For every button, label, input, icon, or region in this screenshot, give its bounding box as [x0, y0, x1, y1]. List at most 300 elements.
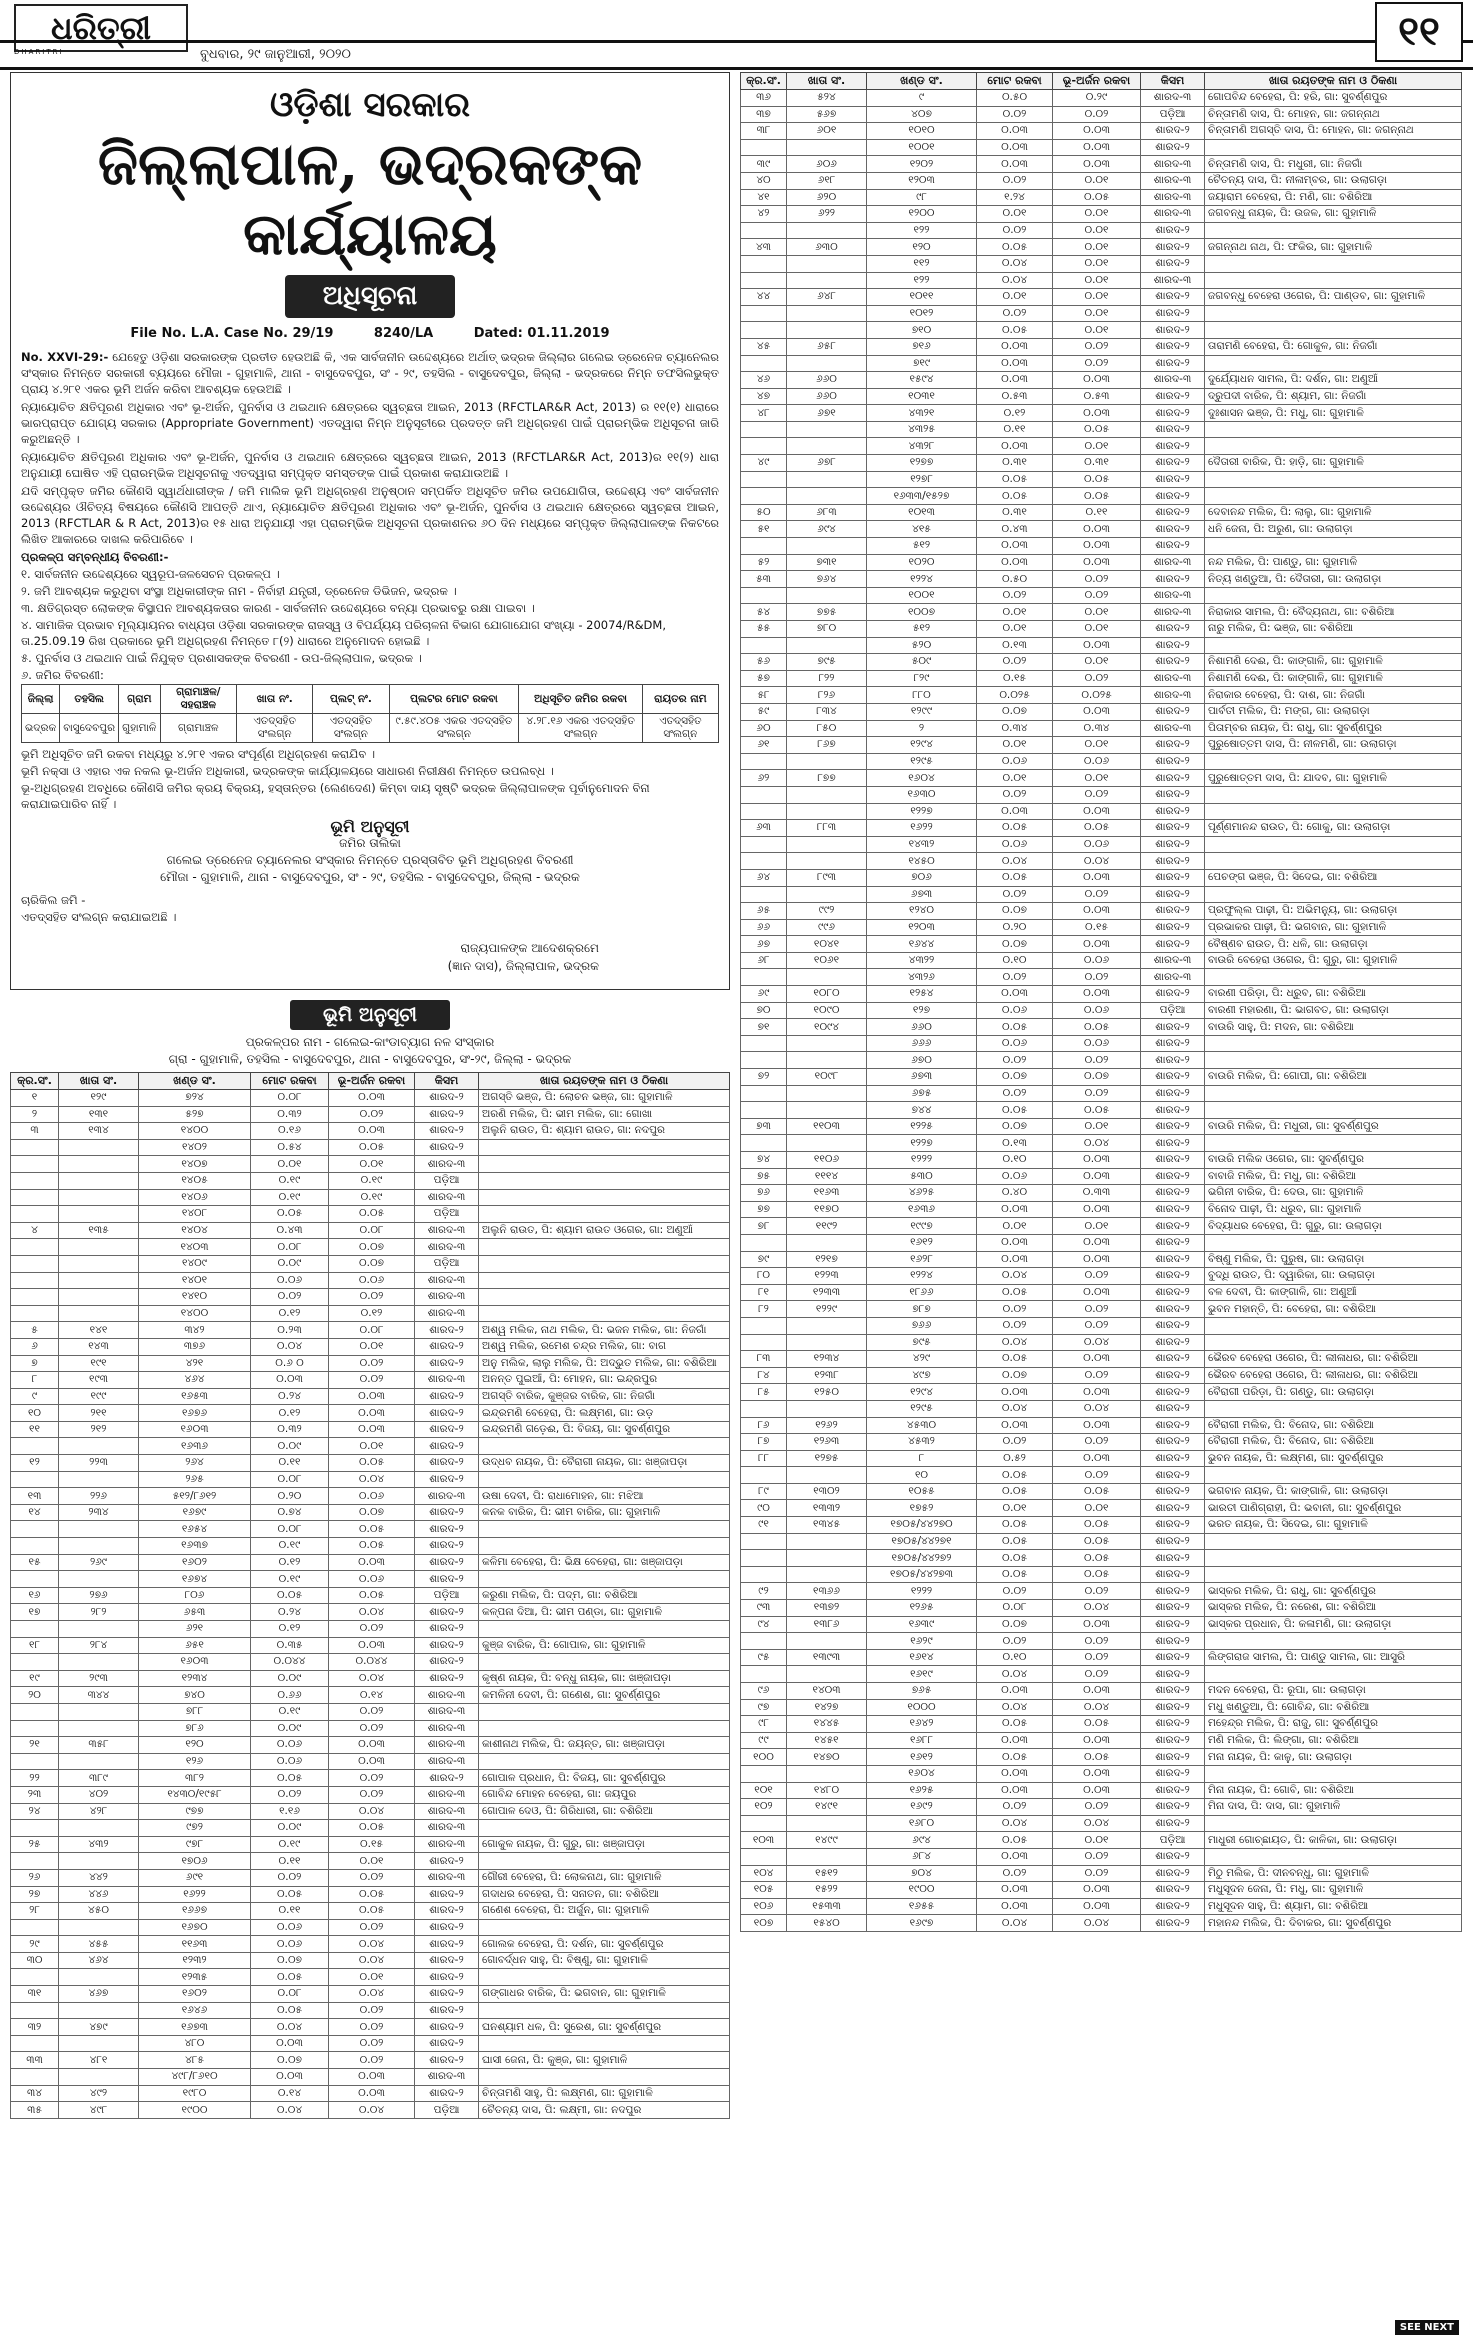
kisam-cell: ଶାରଦ-୨	[415, 1106, 479, 1123]
total-area-cell: ୦.୦୫	[977, 1019, 1053, 1036]
khata-cell: ୧୪୮୦	[787, 1782, 867, 1799]
total-area-cell: ୦.୦୩	[977, 338, 1053, 355]
kisam-cell: ଶାରଦ-୨	[1141, 1085, 1205, 1102]
total-area-cell: ୦.୦୩	[977, 1848, 1053, 1865]
table-row	[741, 737, 1462, 754]
plot-cell: ୧୬୧୯	[867, 1666, 977, 1683]
kisam-cell: ଶାରଦ-୩	[415, 1289, 479, 1306]
acquired-area-cell: ୦.୦୧	[1053, 255, 1141, 272]
khata-cell: ୩୮୯	[59, 1770, 139, 1787]
owner-cell: ଅଶ୍ୱ ମଲିକ, ନାଥ ମଲିକ, ପି: ଭଜନ ମଲିକ, ଗା: ନିଜଗାଁ	[479, 1322, 730, 1339]
acquired-area-cell: ୦.୦୮	[329, 1322, 415, 1339]
table-row	[741, 720, 1462, 737]
owner-cell	[479, 1438, 730, 1455]
khata-cell: ୧୯୯	[59, 1388, 139, 1405]
acquired-area-cell: ୦.୦୩	[1053, 703, 1141, 720]
khata-cell	[787, 322, 867, 339]
khata-cell: ୧୦୬୧	[787, 952, 867, 969]
table-row	[741, 1118, 1462, 1135]
table-row	[741, 1052, 1462, 1069]
total-area-cell: ୦.୦୩	[977, 372, 1053, 389]
plot-cell: ୪୯୭	[867, 1367, 977, 1384]
serial-cell	[741, 222, 787, 239]
table-header-row	[11, 1073, 730, 1090]
kisam-cell: ଶାରଦ-୨	[415, 1322, 479, 1339]
plot-cell: ୧୬୧୨	[867, 1234, 977, 1251]
acquired-area-cell: ୦.୧୨	[329, 1305, 415, 1322]
total-area-cell: ୦.୦୭	[977, 1118, 1053, 1135]
kisam-cell: ଶାରଦ-୨	[1141, 1168, 1205, 1185]
owner-cell: ଧନି ଜେନା, ପି: ଅରୁଣ, ଗା: ଉଲାଗଡ଼ା	[1205, 521, 1462, 538]
table-row	[11, 1670, 730, 1687]
acquired-area-cell: ୦.୧୯	[329, 1189, 415, 1206]
kisam-cell: ଶାରଦ-୨	[1141, 1782, 1205, 1799]
serial-cell: ୨୯	[11, 1936, 59, 1953]
khata-cell: ୧୪୨୭	[787, 1699, 867, 1716]
owner-cell: ଗୋଲକ ବେହେରା, ପି: ଦର୍ଶନ, ଗା: ସୁବର୍ଣ୍ଣପୁର	[479, 1936, 730, 1953]
serial-cell	[741, 587, 787, 604]
khata-cell: ୮୩୪	[787, 703, 867, 720]
total-area-cell: ୦.୦୩	[977, 1683, 1053, 1700]
owner-cell: ପାର୍ବତୀ ମଲିକ, ପି: ମଙ୍ଗ, ଗା: ଉଲାଗଡ଼ା	[1205, 703, 1462, 720]
total-area-cell: ୦.୦୭	[977, 936, 1053, 953]
plot-cell: ୬୭୩	[867, 886, 977, 903]
table-row	[741, 1417, 1462, 1434]
acquired-area-cell: ୦.୦୨	[1053, 355, 1141, 372]
total-area-cell: ୦.୧୪	[251, 2085, 329, 2102]
signature-block	[21, 939, 719, 975]
kisam-cell: ଶାରଦ-୩	[415, 1803, 479, 1820]
summary-item: ୩. କ୍ଷତିଗ୍ରସ୍ତ ଲୋକଙ୍କ ବିସ୍ଥାପନ ଆବଶ୍ୟକତାର କାରଣ - ସାର୍ବଜନୀନ ଉଦ୍ଦେଶ୍ୟରେ ବନ୍ୟା ପ୍ରଭାବରୁ ରକ୍ଷା ପାଇବା ।	[21, 601, 535, 615]
summary-item: ୪. ସାମାଜିକ ପ୍ରଭାବ ମୂଲ୍ୟାୟନର ବାଧ୍ୟତା ଓଡ଼ିଶା ସରକାରଙ୍କ ରାଜସ୍ୱ ଓ ବିପର୍ଯ୍ୟୟ ପରିଚାଳନା ବିଭାଗ ଯୋଗାଯୋଗ ସଂଖ୍ୟା - 20074/R&DM, ତା.25.09.19 ରିଖ ପ୍ରକାରେ ଭୂମି ଅଧିଗ୍ରହଣ ନିମନ୍ତେ ୮(୨) ଧାରାରେ ଅନୁମୋଦନ ହୋଇଛି ।	[21, 618, 666, 648]
serial-cell	[11, 1969, 59, 1986]
table-row	[11, 1521, 730, 1538]
acquired-area-cell: ୦.୦୨	[1053, 1317, 1141, 1334]
serial-cell: ୫୨	[741, 554, 787, 571]
acquired-area-cell: ୦.୦୪	[1053, 1400, 1141, 1417]
kisam-cell: ଶାରଦ-୨	[415, 1886, 479, 1903]
table-row	[741, 571, 1462, 588]
serial-cell: ୭୦	[741, 1002, 787, 1019]
acquired-area-cell: ୦.୦୪	[1053, 1600, 1141, 1617]
owner-cell: ଘାସୀ ଜେନା, ପି: କୁଞ୍ଜ, ଗା: ଗୁହାମାଳି	[479, 2052, 730, 2069]
khata-cell	[59, 1438, 139, 1455]
plot-cell: ୧୬୨୨	[139, 1886, 251, 1903]
schedule-title: ଭୂମି ଅନୁସୂଚୀ	[330, 817, 410, 836]
plot-cell: ୩୪୨	[139, 1322, 251, 1339]
table-row	[741, 1400, 1462, 1417]
plot-cell: ୧୨୨	[867, 272, 977, 289]
serial-cell: ୨୫	[11, 1836, 59, 1853]
acquired-area-cell: ୦.୦୧	[1053, 438, 1141, 455]
total-area-cell: ୦.୦୩	[977, 438, 1053, 455]
serial-cell: ୧୭	[11, 1604, 59, 1621]
serial-cell: ୯୫	[741, 1649, 787, 1666]
khata-cell	[59, 1272, 139, 1289]
after-lines	[21, 746, 719, 812]
kisam-cell: ଶାରଦ-୨	[415, 1670, 479, 1687]
owner-cell: ଚିନ୍ତାମଣି ସାହୁ, ପି: ଲକ୍ଷ୍ମଣ, ଗା: ଗୁହାମାଳି	[479, 2085, 730, 2102]
total-area-cell: ୦.୦୪	[977, 1666, 1053, 1683]
total-area-cell: ୦.୦୨	[977, 1052, 1053, 1069]
khata-cell	[787, 1400, 867, 1417]
owner-cell: ଚୈତନ୍ୟ ଦାସ, ପି: ଲକ୍ଷ୍ମୀ, ଗା: ନଦପୁର	[479, 2102, 730, 2119]
plot-cell: ୧୬୩୬	[867, 1201, 977, 1218]
serial-cell: ୧୬	[11, 1587, 59, 1604]
serial-cell	[741, 1533, 787, 1550]
kisam-cell: ଶାରଦ-୨	[1141, 538, 1205, 555]
owner-cell: ମିନା ନାୟକ, ପି: ଗୋବି, ଗା: ବଶିରିଆ	[1205, 1782, 1462, 1799]
acquired-area-cell: ୦.୦୨	[1053, 670, 1141, 687]
acquired-area-cell: ୦.୦୨	[1053, 1085, 1141, 1102]
plot-cell: ୧୬୨୮	[867, 1251, 977, 1268]
plot-cell: ୭୮୮	[139, 1703, 251, 1720]
acquired-area-cell: ୦.୦୩	[1053, 1168, 1141, 1185]
owner-cell: ପ୍ରଭାକର ପାଢ଼ୀ, ପି: ଭଗବାନ, ଗା: ଗୁହାମାଳି	[1205, 919, 1462, 936]
plot-cell: ୧୬୫୫	[867, 1898, 977, 1915]
paragraph-2: ନ୍ୟାୟୋଚିତ କ୍ଷତିପୂରଣ ଅଧିକାର ଏବଂ ଭୂ-ଅର୍ଜନ, ପୁନର୍ବାସ ଓ ଥଇଥାନ କ୍ଷେତ୍ରରେ ସ୍ୱଚ୍ଛତା ଆଇନ, 2013 (RFCTLAR&R Act, 2013) ର ୧୧(୧) ଧାରାରେ ଭାରପ୍ରାପ୍ତ ଯୋଗ୍ୟ ସରକାର (Appropriate Government) ଏତଦ୍ୱାରା ନିମ୍ନ ଅନୁସୂଚୀରେ ପ୍ରଦତ୍ତ ଜମି ଅଧିଗ୍ରହଣ ପାଇଁ ପ୍ରାରମ୍ଭିକ ଅଧିସୂଚନା ଜାରି କରୁଅଛନ୍ତି ।	[21, 400, 719, 446]
kisam-cell: ଶାରଦ-୨	[1141, 1815, 1205, 1832]
table-row	[11, 1737, 730, 1754]
total-area-cell: ୦.୦୪	[977, 1815, 1053, 1832]
acquired-area-cell: ୦.୦୨	[1053, 1799, 1141, 1816]
plot-cell: ୧୬୦୪	[867, 770, 977, 787]
serial-cell	[741, 853, 787, 870]
column-header: ଭୂ-ଅର୍ଜନ ରକବା	[329, 1073, 415, 1090]
owner-cell: ଇନ୍ଦ୍ରମଣି ବେହେରା, ପି: ଲକ୍ଷ୍ମଣ, ଗା: ଉଡ଼	[479, 1405, 730, 1422]
total-area-cell: ୦.୦୫	[977, 869, 1053, 886]
total-area-cell: ୦.୭୪	[251, 1504, 329, 1521]
total-area-cell: ୦.୦୬	[251, 1919, 329, 1936]
plot-cell: ୧୦୧୦	[867, 123, 977, 140]
total-area-cell: ୦.୩୨	[251, 1421, 329, 1438]
after-line: ଭୂମି ଅଧିସୂଚିତ ଜମି ରକବା ମଧ୍ୟରୁ ୪.୨୮୧ ଏକର ସଂପୂର୍ଣ୍ଣ ଅଧିଗ୍ରହଣ କରାଯିବ ।	[21, 747, 376, 761]
acquired-area-cell: ୦.୦୩	[1053, 869, 1141, 886]
see-next-label: SEE NEXT	[1395, 2320, 1459, 2335]
total-area-cell: ୦.୦୯	[251, 1670, 329, 1687]
kisam-cell: ଶାରଦ-୩	[415, 1189, 479, 1206]
column-header: ଖାତା ସଂ.	[59, 1073, 139, 1090]
khata-cell	[59, 1969, 139, 1986]
total-area-cell: ୦.୧୨	[251, 1621, 329, 1638]
total-area-cell: ୦.୦୫	[251, 1206, 329, 1223]
serial-cell	[741, 471, 787, 488]
khata-cell: ୨୯୩	[59, 1670, 139, 1687]
owner-cell	[1205, 1848, 1462, 1865]
table-row	[741, 139, 1462, 156]
serial-cell: ୯୬	[741, 1683, 787, 1700]
plot-cell: ୧୬୭୯	[139, 1504, 251, 1521]
plot-cell: ୧୨୯୫	[867, 1400, 977, 1417]
plot-cell: ୭୧୯	[867, 355, 977, 372]
owner-cell: ବୈରାଗୀ ପରିଡ଼ା, ପି: ଗଣ୍ଡୁ, ଗା: ଉଲାଗଡ଼ା	[1205, 1384, 1462, 1401]
owner-cell: ପୂର୍ଣ୍ଣମାନନ୍ଦ ରାଉତ, ପି: ଗୋକୁ, ଗା: ଉଲାଗଡ଼ା	[1205, 820, 1462, 837]
table-row	[11, 1206, 730, 1223]
owner-cell: ଅଶ୍ୱ ମଲିକ, ରମେଶ ଚନ୍ଦ୍ର ମଲିକ, ଗା: ବାଗ	[479, 1338, 730, 1355]
owner-cell	[479, 1820, 730, 1837]
total-area-cell: ୦.୦୨	[977, 587, 1053, 604]
acquired-area-cell: ୦.୦୨	[329, 1919, 415, 1936]
serial-cell: ୮୨	[741, 1301, 787, 1318]
signature-order: ରାଜ୍ୟପାଳଙ୍କ ଆଦେଶକ୍ରମେ	[460, 941, 599, 955]
khata-cell: ୨୧୧	[59, 1405, 139, 1422]
owner-cell	[479, 2035, 730, 2052]
summary-table-header: ପ୍ଲଟ୍ ନଂ.	[313, 685, 389, 714]
total-area-cell: ୦.୦୨	[977, 106, 1053, 123]
acquired-area-cell: ୦.୦୩	[1053, 1765, 1141, 1782]
khata-cell	[787, 753, 867, 770]
table-row	[11, 1538, 730, 1555]
acquired-area-cell: ୦.୦୨	[1053, 571, 1141, 588]
total-area-cell: ୦.୩୧	[977, 504, 1053, 521]
plot-cell: ୫୧୨	[867, 538, 977, 555]
plot-cell: ୭୮୭	[867, 1301, 977, 1318]
serial-cell	[741, 1848, 787, 1865]
kisam-cell: ଶାରଦ-୩	[1141, 587, 1205, 604]
khata-cell	[787, 488, 867, 505]
acquired-area-cell: ୦.୦୩	[1053, 1417, 1141, 1434]
table-row	[11, 1654, 730, 1671]
acquired-area-cell: ୦.୦୩	[1053, 1898, 1141, 1915]
serial-cell	[741, 1085, 787, 1102]
owner-cell: ଗଦାଧର ବେହେରା, ପି: ସନାତନ, ଗା: ବଶିରିଆ	[479, 1886, 730, 1903]
owner-cell	[479, 1621, 730, 1638]
khata-cell: ୨୩୪	[59, 1504, 139, 1521]
owner-cell	[479, 1703, 730, 1720]
total-area-cell: ୦.୧୫	[977, 670, 1053, 687]
total-area-cell: ୦.୧୯	[251, 1571, 329, 1588]
total-area-cell: ୦.୦୭	[977, 1069, 1053, 1086]
acquired-area-cell: ୦.୦୨	[1053, 1865, 1141, 1882]
table-row	[741, 1533, 1462, 1550]
serial-cell	[11, 1621, 59, 1638]
serial-cell: ୬୩	[741, 820, 787, 837]
owner-cell: ନାରୁ ମଲିକ, ପି: ଭଞ୍ଜ, ଗା: ବଶିରିଆ	[1205, 621, 1462, 638]
serial-cell: ୫୫	[741, 621, 787, 638]
kisam-cell: ଶାରଦ-୩	[1141, 720, 1205, 737]
total-area-cell: ୦.୦୫	[251, 1587, 329, 1604]
acquired-area-cell: ୦.୦୫	[1053, 1517, 1141, 1534]
total-area-cell: ୦.୦୯	[251, 1438, 329, 1455]
serial-cell	[741, 803, 787, 820]
acquired-area-cell: ୦.୦୨	[1053, 969, 1141, 986]
acquired-area-cell: ୦.୦୧	[1053, 604, 1141, 621]
khata-cell	[59, 1538, 139, 1555]
khata-cell: ୧୨୭୫	[787, 1450, 867, 1467]
table-row	[11, 2052, 730, 2069]
total-area-cell: ୦.୩୫	[251, 1637, 329, 1654]
column-header: କ୍ର.ସଂ.	[741, 73, 787, 90]
kisam-cell: ଶାରଦ-୨	[1141, 737, 1205, 754]
serial-cell	[741, 753, 787, 770]
kisam-cell: ଶାରଦ-୨	[1141, 1434, 1205, 1451]
table-row	[741, 554, 1462, 571]
acquired-area-cell: ୦.୩୩	[1053, 1185, 1141, 1202]
kisam-cell: ଶାରଦ-୨	[1141, 322, 1205, 339]
plot-cell: ୪୨୯	[867, 1351, 977, 1368]
table-row	[741, 1550, 1462, 1567]
land-detail-table	[21, 684, 719, 743]
kisam-cell: ଶାରଦ-୨	[1141, 1467, 1205, 1484]
acquired-area-cell: ୦.୫୩	[1053, 388, 1141, 405]
owner-cell	[1205, 1633, 1462, 1650]
kisam-cell: ଶାରଦ-୨	[1141, 123, 1205, 140]
owner-cell	[1205, 886, 1462, 903]
khata-cell: ୪୯୨	[59, 2085, 139, 2102]
khata-cell: ୧୦୯୮	[787, 1069, 867, 1086]
serial-cell	[741, 272, 787, 289]
plot-cell: ୧୨୭୭	[867, 455, 977, 472]
owner-cell	[1205, 1467, 1462, 1484]
total-area-cell: ୦.୦୫	[977, 1284, 1053, 1301]
plot-cell: ୧୪୦୦	[139, 1123, 251, 1140]
plot-cell: ୪୯୮/୮୬୧୦	[139, 2069, 251, 2086]
kisam-cell: ଶାରଦ-୨	[1141, 521, 1205, 538]
owner-cell	[479, 2069, 730, 2086]
signature-name: (ଜ୍ଞାନ ଦାସ), ଜିଲ୍ଲାପାଳ, ଭଦ୍ରକ	[447, 959, 599, 973]
acquired-area-cell: ୦.୦୪	[1053, 1699, 1141, 1716]
khata-cell	[59, 1305, 139, 1322]
summary-item: ୧. ସାର୍ବଜନୀନ ଉଦ୍ଦେଶ୍ୟରେ ସ୍ୱରୂପ-ଜଳସେଚନ ପ୍ରକଳ୍ପ ।	[21, 567, 280, 581]
serial-cell	[11, 1255, 59, 1272]
khata-cell: ୧୨୯	[59, 1090, 139, 1107]
table-row	[741, 1666, 1462, 1683]
acquired-area-cell: ୦.୦୩	[329, 1753, 415, 1770]
owner-cell: ବିଦ୍ୟାଧର ବେହେରା, ପି: ଗୁରୁ, ଗା: ଉଲାଗଡ଼ା	[1205, 1218, 1462, 1235]
khata-cell: ୧୩୧	[59, 1106, 139, 1123]
table-row	[741, 388, 1462, 405]
total-area-cell: ୦.୨୩	[251, 1322, 329, 1339]
serial-cell	[741, 786, 787, 803]
khata-cell	[59, 2035, 139, 2052]
total-area-cell: ୦.୫୪	[251, 1139, 329, 1156]
logo-subtitle: DHARITRI	[14, 48, 64, 56]
kisam-cell: ଶାରଦ-୩	[415, 1869, 479, 1886]
acquired-area-cell: ୦.୦୩	[1053, 156, 1141, 173]
owner-cell	[1205, 355, 1462, 372]
kisam-cell: ଶାରଦ-୨	[415, 1139, 479, 1156]
serial-cell: ୯୭	[741, 1699, 787, 1716]
acquired-area-cell: ୦.୦୧	[1053, 172, 1141, 189]
newspaper-logo: ଧରିତ୍ରୀ	[14, 4, 188, 52]
acquired-area-cell: ୦.୦୪	[329, 1952, 415, 1969]
khata-cell: ୪୬୭	[59, 1986, 139, 2003]
khata-cell	[787, 255, 867, 272]
owner-cell: ପିତାମ୍ବର ନାୟକ, ପି: ରାଧୁ, ଗା: ସୁବର୍ଣ୍ଣପୁର	[1205, 720, 1462, 737]
kisam-cell: ଶାରଦ-୨	[1141, 703, 1205, 720]
kisam-cell: ଶାରଦ-୨	[1141, 621, 1205, 638]
table-row	[11, 1090, 730, 1107]
total-area-cell: ୦.୦୨	[977, 1583, 1053, 1600]
kisam-cell: ଶାରଦ-୨	[1141, 1284, 1205, 1301]
plot-cell: ୪୬୪	[139, 1372, 251, 1389]
table-row	[11, 1123, 730, 1140]
serial-cell: ୭୯	[741, 1251, 787, 1268]
total-area-cell: ୦.୧୯	[251, 1538, 329, 1555]
khata-cell	[59, 1206, 139, 1223]
plot-cell: ୧୧୨	[867, 255, 977, 272]
plot-cell: ୧୪୦୯	[139, 1255, 251, 1272]
plot-cell: ୭୧୦	[867, 322, 977, 339]
total-area-cell: ୦.୦୨	[251, 1786, 329, 1803]
acquired-area-cell: ୦.୦୨	[1053, 1268, 1141, 1285]
plot-cell: ୬୭୩	[867, 1069, 977, 1086]
serial-cell: ୨୩	[11, 1786, 59, 1803]
notification-badge: ଅଧିସୂଚନା	[285, 275, 455, 318]
table-row	[741, 687, 1462, 704]
serial-cell	[11, 1753, 59, 1770]
acquired-area-cell: ୦.୦୩	[329, 1737, 415, 1754]
plot-cell: ୯୮	[867, 189, 977, 206]
table-row	[11, 1886, 730, 1903]
summary-item: ୫. ପୁନର୍ବାସ ଓ ଥଇଥାନ ପାଇଁ ନିଯୁକ୍ତ ପ୍ରଶାସକଙ୍କ ବିବରଣୀ - ଉପ-ଜିଲ୍ଲାପାଳ, ଭଦ୍ରକ ।	[21, 651, 422, 665]
khata-cell	[787, 272, 867, 289]
total-area-cell: ୦.୦୩	[977, 1782, 1053, 1799]
table-row	[741, 604, 1462, 621]
serial-cell: ୨୬	[11, 1869, 59, 1886]
owner-cell: ଭଗିନୀ ବାରିକ, ପି: ଦେଉ, ଗା: ଗୁହାମାଳି	[1205, 1185, 1462, 1202]
total-area-cell: ୦.୧୯	[251, 1836, 329, 1853]
acquired-area-cell: ୦.୦୩	[1053, 405, 1141, 422]
serial-cell	[11, 1720, 59, 1737]
table-row	[741, 538, 1462, 555]
plot-cell: ୮୨୯	[867, 670, 977, 687]
table-row	[741, 1201, 1462, 1218]
owner-cell	[479, 1654, 730, 1671]
acquired-area-cell: ୦.୦୫	[1053, 488, 1141, 505]
serial-cell	[11, 1820, 59, 1837]
acquired-area-cell: ୦.୦୧	[1053, 1500, 1141, 1517]
table-row	[741, 421, 1462, 438]
plot-cell: ୧୨୨୨	[867, 1583, 977, 1600]
acquired-area-cell: ୦.୦୨	[329, 1770, 415, 1787]
owner-cell	[479, 1571, 730, 1588]
plot-cell: ୭୨୪	[139, 1090, 251, 1107]
paragraph-3: ନ୍ୟାୟୋଚିତ କ୍ଷତିପୂରଣ ଅଧିକାର ଏବଂ ଭୂ-ଅର୍ଜନ, ପୁନର୍ବାସ ଓ ଥଇଥାନ କ୍ଷେତ୍ରରେ ସ୍ୱଚ୍ଛତା ଆଇନ, 2013 (RFCTLAR&R Act, 2013)ର ୧୧(୨) ଧାରା ଅନୁଯାୟୀ ଘୋଷିତ ଏହି ପ୍ରାରମ୍ଭିକ ଅଧିସୂଚନାକୁ ଏତଦ୍ୱାରା ସମ୍ପୃକ୍ତ ସମସ୍ତଙ୍କ ପାଇଁ ପ୍ରକାଶ କରାଯାଉଅଛି ।	[21, 450, 719, 480]
acquired-area-cell: ୦.୦୧	[1053, 305, 1141, 322]
khata-cell	[59, 1853, 139, 1870]
khata-cell	[59, 1703, 139, 1720]
khata-cell: ୪୪୬	[59, 1886, 139, 1903]
serial-cell	[741, 255, 787, 272]
table-row	[741, 786, 1462, 803]
acquired-area-cell: ୦.୦୩	[329, 2085, 415, 2102]
owner-cell: ଚିନ୍ତାମଣି ଦାସ, ପି: ମୋହନ, ଗା: ଜଗନ୍ନାଥ	[1205, 106, 1462, 123]
acquired-area-cell: ୦.୦୧	[329, 1338, 415, 1355]
plot-cell: ୧୨୭୮	[867, 471, 977, 488]
total-area-cell: ୦.୦୫	[977, 322, 1053, 339]
acquired-area-cell: ୦.୦୨	[329, 2002, 415, 2019]
acquired-area-cell: ୦.୦୧	[1053, 206, 1141, 223]
serial-cell: ୪୮	[741, 405, 787, 422]
kisam-cell: ପଡ଼ିଆ	[415, 2102, 479, 2119]
khata-cell	[787, 1815, 867, 1832]
plot-cell: ୧୨୨୭	[867, 1135, 977, 1152]
kisam-cell: ଶାରଦ-୩	[1141, 90, 1205, 107]
owner-cell	[479, 1272, 730, 1289]
total-area-cell: ୦.୩୨	[251, 1106, 329, 1123]
serial-cell: ୯୩	[741, 1600, 787, 1617]
total-area-cell: ୦.୧୩	[977, 1135, 1053, 1152]
kisam-cell: ଶାରଦ-୨	[1141, 1400, 1205, 1417]
serial-cell: ୭୫	[741, 1168, 787, 1185]
serial-cell: ୧୧	[11, 1421, 59, 1438]
acquired-area-cell: ୦.୦୪	[329, 1803, 415, 1820]
acquired-area-cell: ୦.୦୨	[1053, 1848, 1141, 1865]
plot-cell: ୧୬୩୬	[139, 1438, 251, 1455]
summary-item: ୨. ଜମି ଆବଶ୍ୟକ କରୁଥିବା ସଂସ୍ଥା ଅଧିକାରୀଙ୍କ ନାମ - ନିର୍ବାହୀ ଯନ୍ତ୍ରୀ, ଡ୍ରେନେଜ ଡିଭିଜନ, ଭଦ୍ରକ ।	[21, 584, 457, 598]
plot-cell: ୨୬୫	[139, 1471, 251, 1488]
